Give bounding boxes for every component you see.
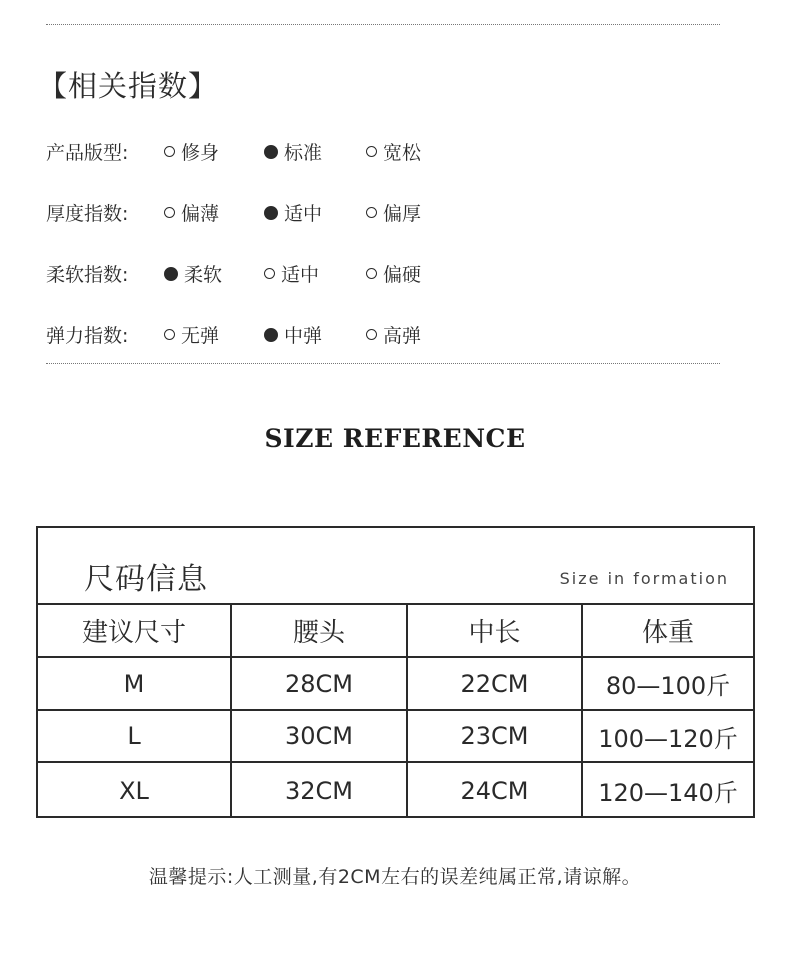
radio-filled-icon [264,328,278,342]
table-cell: 30CM [232,711,408,761]
radio-empty-icon [366,268,377,279]
section-title: 【相关指数】 [38,69,219,103]
top-divider [46,24,720,25]
table-cell: XL [38,763,232,818]
table-cell: M [38,658,232,709]
index-option: 适中 [264,199,322,226]
radio-filled-icon [264,206,278,220]
radio-empty-icon [164,329,175,340]
table-cell: L [38,711,232,761]
size-table [36,526,755,818]
radio-filled-icon [264,145,278,159]
table-header-row [38,605,753,658]
index-label: 产品版型: [46,142,129,164]
index-option: 宽松 [366,138,421,165]
radio-empty-icon [366,207,377,218]
table-cell: 120—140斤 [598,779,738,807]
size-table-subtitle: Size in formation [559,569,729,588]
index-option: 标准 [264,138,322,165]
table-cell: 24CM [408,763,583,818]
index-option: 偏硬 [366,260,421,287]
table-row [38,711,753,763]
radio-empty-icon [366,329,377,340]
index-option: 高弹 [366,321,421,348]
radio-empty-icon [164,207,175,218]
column-header: 建议尺寸 [38,605,232,656]
table-row [38,763,753,818]
table-row [38,658,753,711]
index-option: 偏厚 [366,199,421,226]
index-option: 中弹 [264,321,322,348]
column-header: 体重 [641,618,694,648]
radio-empty-icon [366,146,377,157]
size-grid [38,605,753,818]
bottom-divider [46,363,720,364]
table-cell: 23CM [408,711,583,761]
size-table-header [38,528,753,605]
index-option: 修身 [164,138,219,165]
table-cell: 80—100斤 [605,672,731,700]
table-cell: 22CM [408,658,583,709]
index-option: 偏薄 [164,199,219,226]
column-header: 腰头 [232,605,408,656]
index-label: 厚度指数: [46,203,129,225]
index-option: 柔软 [164,260,222,287]
radio-filled-icon [164,267,178,281]
index-label: 弹力指数: [46,325,129,347]
index-label: 柔软指数: [46,264,129,286]
radio-empty-icon [164,146,175,157]
index-option: 无弹 [164,321,219,348]
size-table-title: 尺码信息 [84,562,208,597]
radio-empty-icon [264,268,275,279]
table-cell: 100—120斤 [598,724,738,753]
column-header: 中长 [408,605,583,656]
table-cell: 28CM [232,658,408,709]
measurement-note: 温馨提示:人工测量,有2CM左右的误差纯属正常,请谅解。 [148,866,642,888]
size-reference-heading: SIZE REFERENCE [264,424,526,453]
table-cell: 32CM [232,763,408,818]
index-option: 适中 [264,260,319,287]
